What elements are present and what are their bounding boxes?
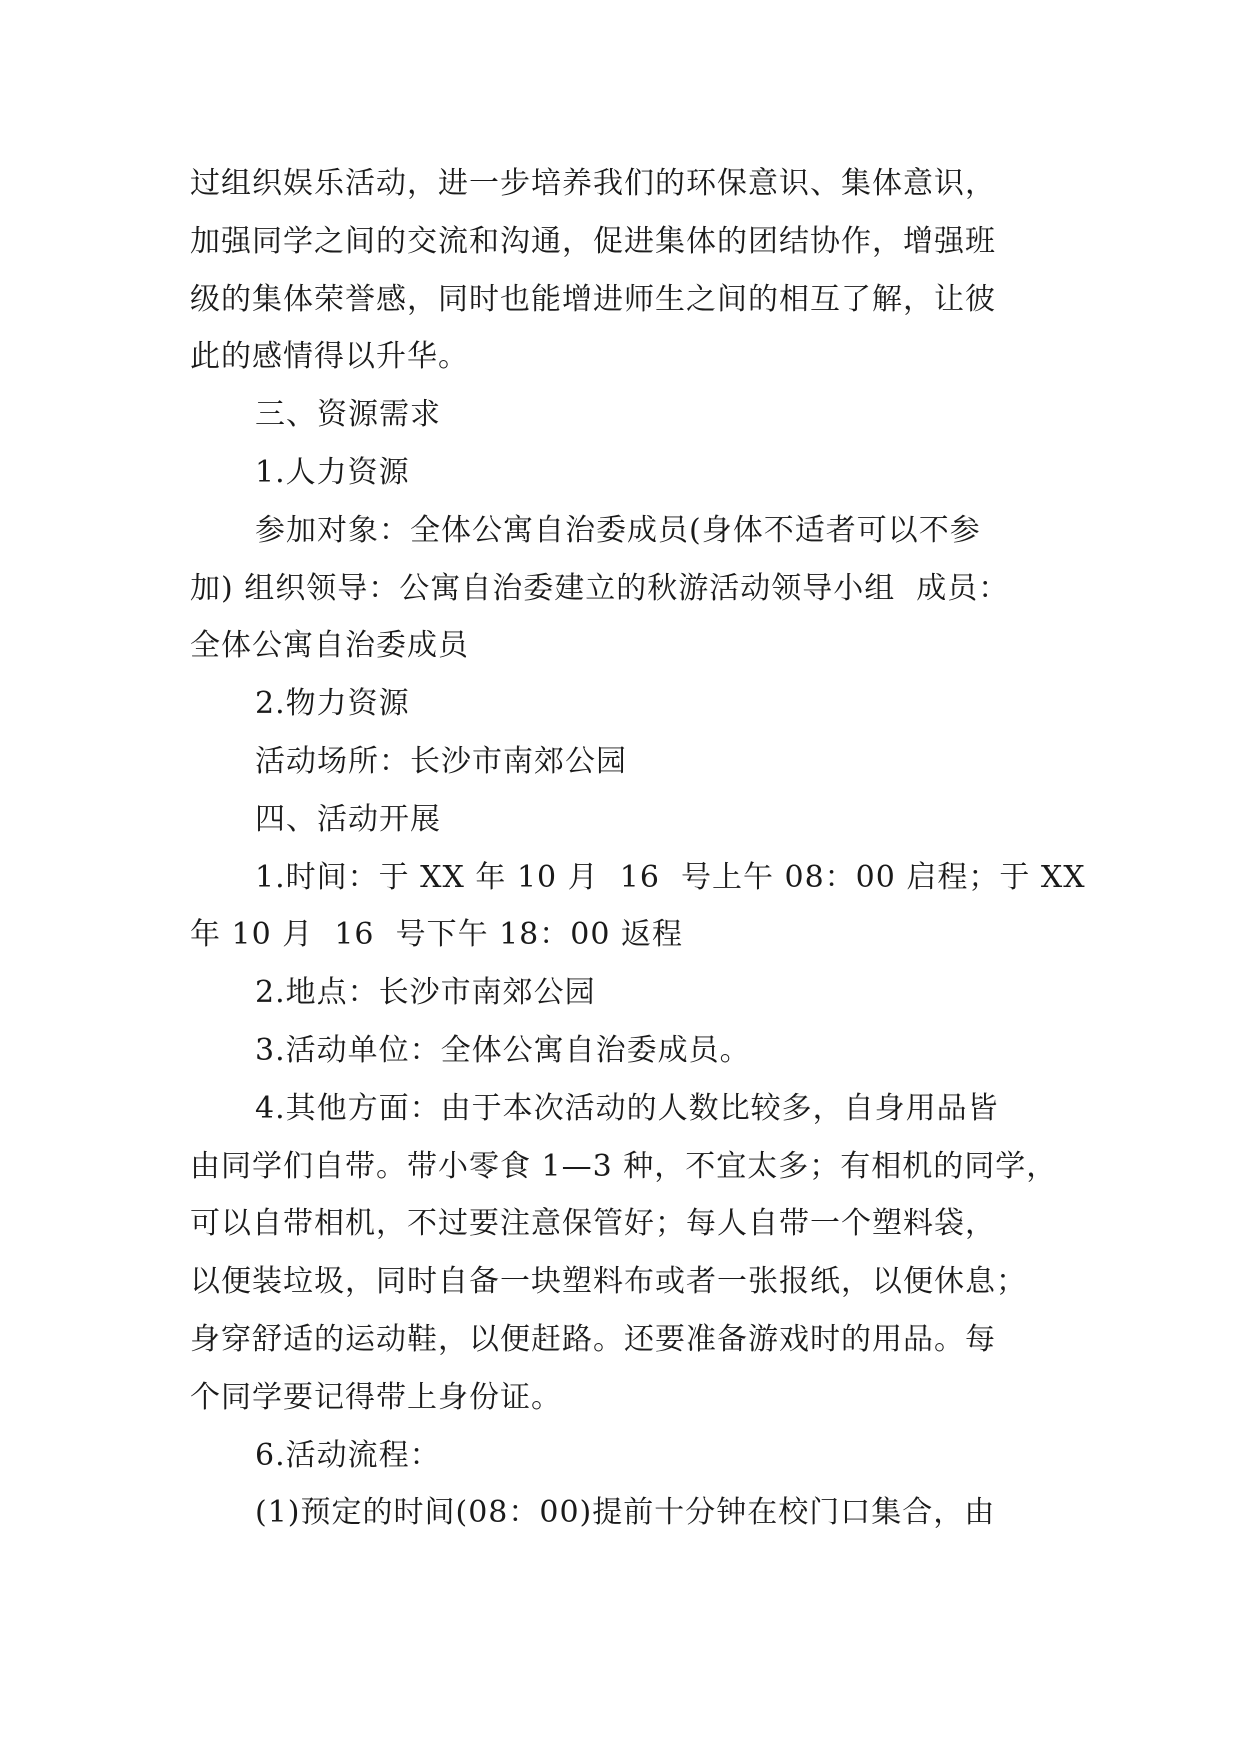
text-line: 参加对象：全体公寓自治委成员(身体不适者可以不参 bbox=[255, 512, 981, 548]
text-line: 3.活动单位：全体公寓自治委成员。 bbox=[255, 1032, 751, 1068]
text-line: 加强同学之间的交流和沟通，促进集体的团结协作，增强班 bbox=[190, 223, 996, 259]
text-line: 4.其他方面：由于本次活动的人数比较多，自身用品皆 bbox=[255, 1090, 999, 1126]
document-body bbox=[190, 155, 1086, 1542]
text-line: 年 10 月 16 号下午 18：00 返程 bbox=[190, 917, 683, 953]
text-line: 以便装垃圾，同时自备一块塑料布或者一张报纸，以便休息； bbox=[190, 1264, 1027, 1300]
text-line: 身穿舒适的运动鞋，以便赶路。还要准备游戏时的用品。每 bbox=[190, 1321, 996, 1357]
text-line: 加) 组织领导：公寓自治委建立的秋游活动领导小组 成员： bbox=[190, 570, 1010, 606]
section-heading: 三、资源需求 bbox=[255, 397, 441, 433]
text-line: 全体公寓自治委成员 bbox=[190, 628, 469, 664]
text-line: 活动场所：长沙市南郊公园 bbox=[255, 743, 627, 779]
text-line: 个同学要记得带上身份证。 bbox=[190, 1379, 562, 1415]
subsection-heading: 6.活动流程： bbox=[255, 1437, 441, 1473]
subsection-heading: 2.物力资源 bbox=[255, 686, 410, 722]
text-line: 由同学们自带。带小零食 1—3 种，不宜太多；有相机的同学， bbox=[190, 1148, 1058, 1184]
text-line: 2.地点：长沙市南郊公园 bbox=[255, 975, 596, 1011]
text-line: (1)预定的时间(08：00)提前十分钟在校门口集合，由 bbox=[255, 1495, 996, 1531]
text-line: 此的感情得以升华。 bbox=[190, 339, 469, 375]
text-line: 1.时间：于 XX 年 10 月 16 号上午 08：00 启程；于 XX bbox=[255, 859, 1086, 895]
text-line: 级的集体荣誉感，同时也能增进师生之间的相互了解，让彼 bbox=[190, 281, 996, 317]
text-line: 过组织娱乐活动，进一步培养我们的环保意识、集体意识， bbox=[190, 166, 996, 201]
subsection-heading: 1.人力资源 bbox=[255, 454, 410, 490]
section-heading: 四、活动开展 bbox=[255, 801, 441, 837]
text-line: 可以自带相机，不过要注意保管好；每人自带一个塑料袋， bbox=[190, 1206, 996, 1242]
